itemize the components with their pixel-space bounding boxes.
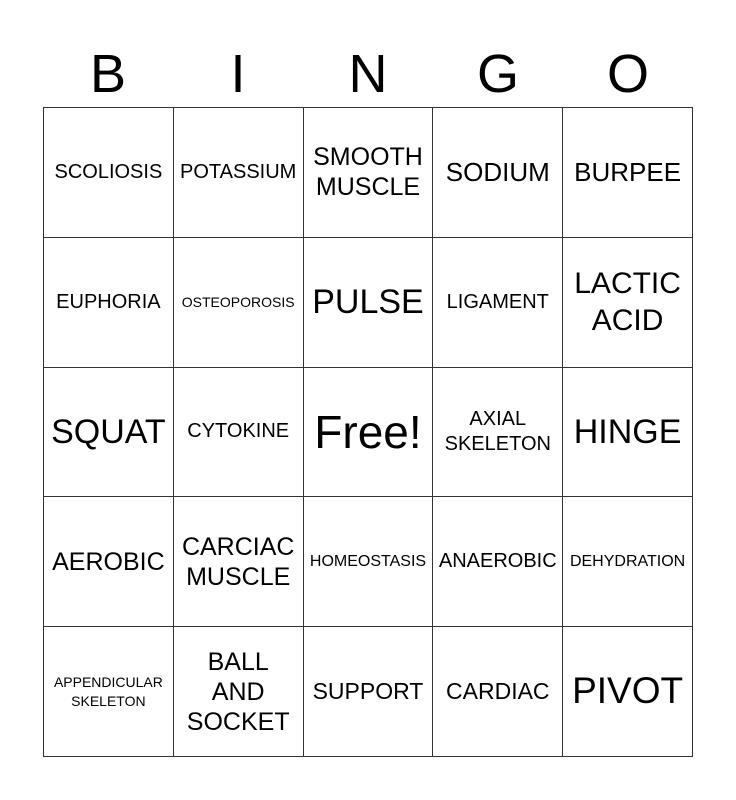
bingo-cell-r1-c2[interactable] (174, 108, 304, 238)
bingo-cell-r2-c2[interactable] (174, 238, 304, 368)
bingo-cell-r1-c1[interactable] (44, 108, 174, 238)
bingo-cell-r4-c4[interactable] (433, 497, 563, 627)
cell-label: CARCIAC MUSCLE (181, 532, 295, 591)
bingo-cell-r2-c5[interactable] (563, 238, 693, 368)
cell-label: EUPHORIA (56, 290, 161, 313)
header-letter-g: G (476, 44, 519, 104)
bingo-cell-r5-c1[interactable] (44, 627, 174, 757)
bingo-board (43, 107, 693, 757)
cell-label: HINGE (573, 412, 682, 451)
bingo-cell-r2-c4[interactable] (433, 238, 563, 368)
header-letter-n: N (348, 44, 388, 104)
cell-label: SUPPORT (312, 677, 424, 704)
cell-label: LIGAMENT (446, 290, 549, 313)
header-letter-o: O (606, 44, 649, 104)
header-letter-i: I (230, 44, 246, 104)
cell-label: SQUAT (51, 412, 166, 451)
cell-label: SODIUM (445, 157, 550, 188)
cell-label: DEHYDRATION (569, 553, 686, 571)
cell-label: AXIAL SKELETON (444, 407, 551, 455)
bingo-cell-r4-c1[interactable] (44, 497, 174, 627)
bingo-cell-r2-c3[interactable] (304, 238, 434, 368)
cell-label: PIVOT (572, 670, 684, 712)
bingo-cell-r5-c2[interactable] (174, 627, 304, 757)
cell-label: AEROBIC (52, 547, 165, 576)
cell-label: BURPEE (574, 157, 682, 188)
bingo-cell-r3-c3-free-space[interactable] (304, 368, 434, 498)
bingo-cell-r5-c3[interactable] (304, 627, 434, 757)
bingo-cell-r2-c1[interactable] (44, 238, 174, 368)
cell-label: POTASSIUM (180, 160, 297, 183)
bingo-cell-r3-c2[interactable] (174, 368, 304, 498)
cell-label: CYTOKINE (187, 420, 290, 443)
cell-label: APPENDICULAR SKELETON (53, 674, 163, 709)
bingo-cell-r1-c5[interactable] (563, 108, 693, 238)
cell-label: OSTEOPOROSIS (181, 294, 295, 311)
free-space-label: Free! (314, 405, 422, 458)
cell-label: BALL AND SOCKET (186, 647, 290, 736)
bingo-cell-r5-c5[interactable] (563, 627, 693, 757)
bingo-cell-r4-c2[interactable] (174, 497, 304, 627)
cell-label: HOMEOSTASIS (309, 553, 427, 571)
bingo-cell-r3-c5[interactable] (563, 368, 693, 498)
cell-label: CARDIAC (446, 677, 550, 704)
bingo-header (43, 40, 693, 108)
bingo-cell-r4-c3[interactable] (304, 497, 434, 627)
bingo-cell-r3-c1[interactable] (44, 368, 174, 498)
bingo-cell-r5-c4[interactable] (433, 627, 563, 757)
cell-label: SCOLIOSIS (54, 160, 163, 183)
cell-label: PULSE (312, 282, 424, 321)
bingo-cell-r3-c4[interactable] (433, 368, 563, 498)
header-letter-b: B (89, 44, 127, 104)
bingo-cell-r1-c3[interactable] (304, 108, 434, 238)
bingo-cell-r4-c5[interactable] (563, 497, 693, 627)
bingo-cell-r1-c4[interactable] (433, 108, 563, 238)
cell-label: LACTIC ACID (574, 266, 681, 338)
cell-label: SMOOTH MUSCLE (313, 143, 423, 202)
cell-label: ANAEROBIC (438, 550, 557, 573)
